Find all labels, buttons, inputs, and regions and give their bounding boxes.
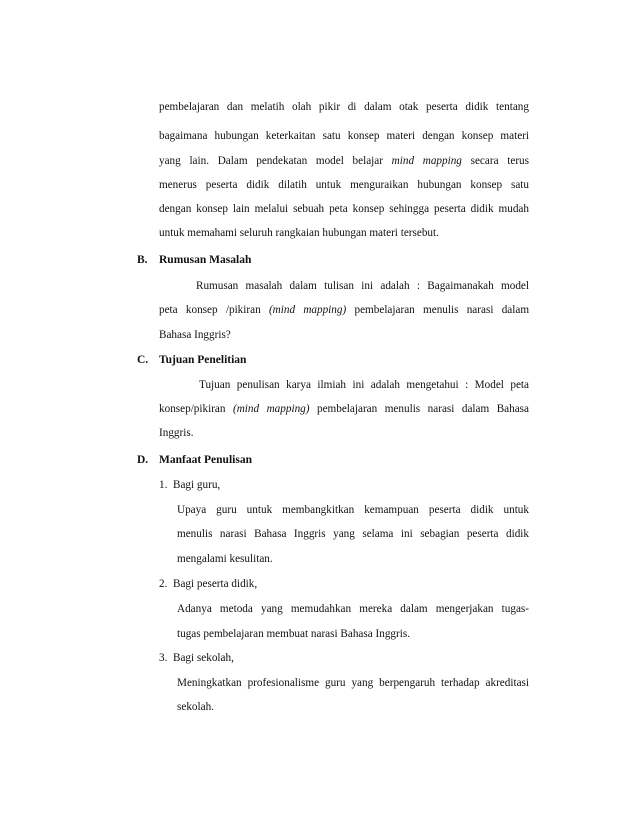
list-item-3-text: Bagi sekolah, (172, 652, 234, 664)
list-item-1-line-1: Upaya guru untuk membangkitkan kemampuan peserta didik untuk (177, 504, 529, 516)
section-c-title: Tujuan Penelitian (159, 354, 247, 366)
list-item-3-number: 3. (159, 652, 168, 664)
section-c-heading (137, 353, 246, 367)
section-c-letter: C. (137, 354, 149, 366)
list-item-2-text: Bagi peserta didik, (172, 578, 258, 590)
intro-line-3 (159, 154, 529, 168)
section-b-line-1: Rumusan masalah dalam tulisan ini adalah : Bagaimanakah model (196, 280, 529, 292)
section-b-line-2 (159, 303, 529, 317)
list-item-1-label (159, 478, 220, 492)
intro-line-3-end: secara terus (470, 155, 529, 167)
list-item-2-line-2: tugas pembelajaran membuat narasi Bahasa Inggris. (177, 628, 410, 640)
section-c-line-3: Inggris. (159, 427, 194, 439)
section-c-line-2-text: konsep/pikiran (159, 403, 226, 415)
list-item-3-line-2: sekolah. (177, 701, 214, 713)
section-b-title: Rumusan Masalah (159, 254, 252, 266)
section-b-heading (137, 253, 251, 267)
section-b-line-3: Bahasa Inggris? (159, 329, 231, 341)
section-d-heading (137, 453, 252, 467)
section-b-letter: B. (137, 254, 148, 266)
intro-line-6: untuk memahami seluruh rangkaian hubungan materi tersebut. (159, 227, 439, 239)
section-c-italic-term: (mind mapping) (233, 403, 310, 415)
section-c-line-1: Tujuan penulisan karya ilmiah ini adalah mengetahui : Model peta (199, 379, 529, 391)
list-item-1-line-3: mengalami kesulitan. (177, 553, 273, 565)
list-item-1-text: Bagi guru, (172, 479, 221, 491)
section-b-line-2-end: pembelajaran menulis narasi dalam (354, 304, 530, 316)
intro-line-5: dengan konsep lain melalui sebuah peta konsep sehingga peserta didik mudah (159, 203, 529, 215)
section-b-line-2-text: peta konsep /pikiran (159, 304, 261, 316)
section-b-italic-term: (mind mapping) (268, 304, 347, 316)
intro-line-3-text: yang lain. Dalam pendekatan model belajar (159, 155, 383, 167)
list-item-3-line-1: Meningkatkan profesionalisme guru yang berpengaruh terhadap akreditasi (177, 677, 529, 689)
section-c-line-2-end: pembelajaran menulis narasi dalam Bahasa (316, 403, 529, 415)
list-item-3-label (159, 651, 234, 665)
intro-line-2: bagaimana hubungan keterkaitan satu konsep materi dengan konsep materi (159, 130, 529, 142)
intro-italic-term: mind mapping (391, 155, 462, 167)
list-item-1-number: 1. (159, 479, 168, 491)
section-d-title: Manfaat Penulisan (159, 454, 252, 466)
list-item-1-line-2: menulis narasi Bahasa Inggris yang selama ini sebagian peserta didik (177, 528, 529, 540)
intro-line-4: menerus peserta didik dilatih untuk menguraikan hubungan konsep satu (159, 179, 529, 191)
section-d-letter: D. (137, 454, 149, 466)
list-item-2-label (159, 577, 257, 591)
list-item-2-line-1: Adanya metoda yang memudahkan mereka dalam mengerjakan tugas- (177, 603, 529, 615)
intro-line-1: pembelajaran dan melatih olah pikir di dalam otak peserta didik tentang (159, 101, 529, 113)
list-item-2-number: 2. (159, 578, 168, 590)
section-c-line-2 (159, 402, 529, 416)
